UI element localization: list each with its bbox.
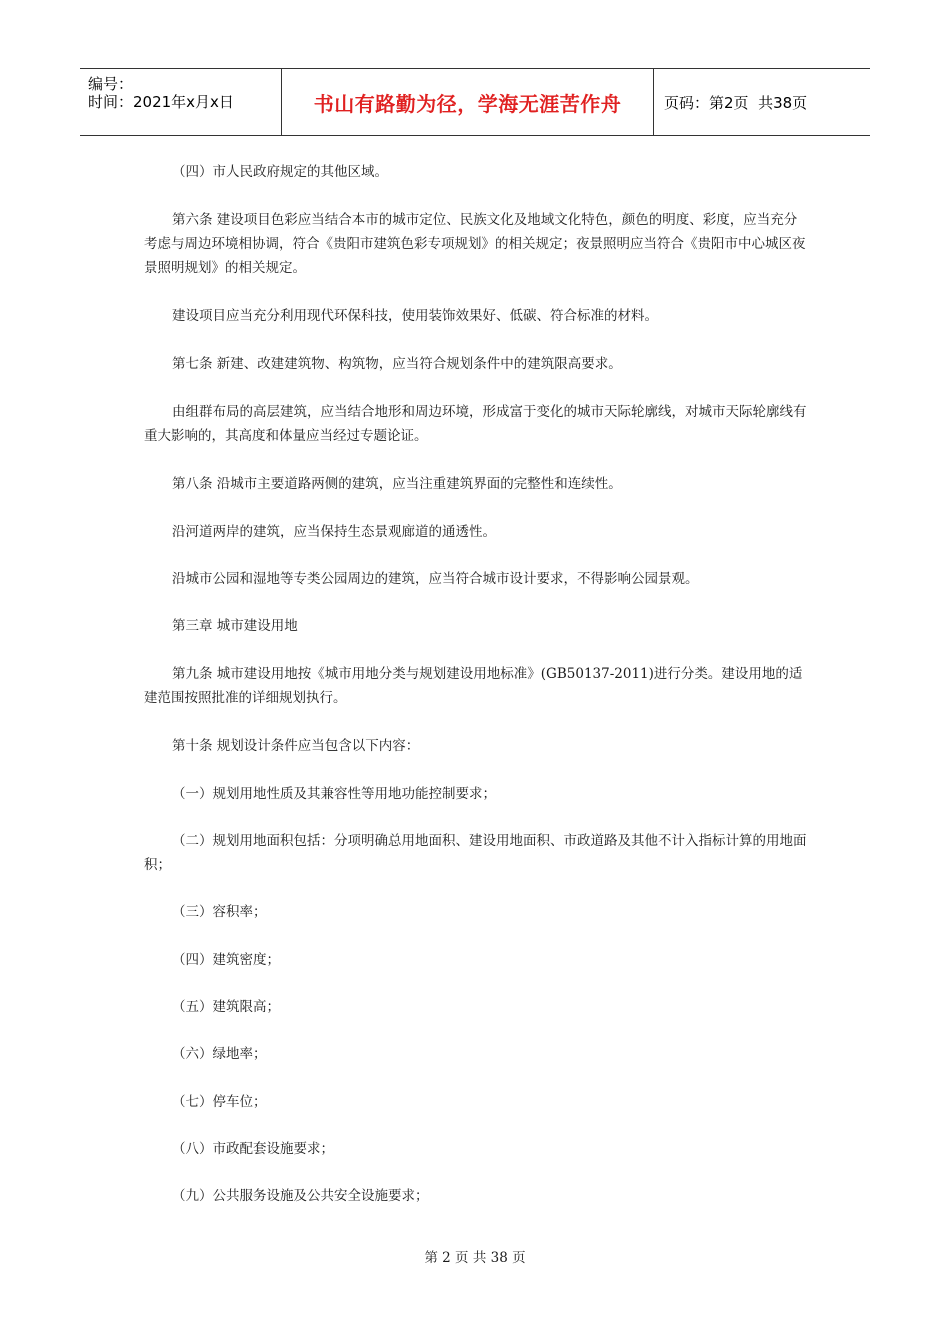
paragraph: 第十条 规划设计条件应当包含以下内容： <box>172 738 420 754</box>
list-item: （五）建筑限高； <box>172 999 280 1015</box>
paragraph: 第七条 新建、改建建筑物、构筑物，应当符合规划条件中的建筑限高要求。 <box>172 356 622 372</box>
header-meta <box>80 69 282 135</box>
paragraph: 沿城市公园和湿地等专类公园周边的建筑，应当符合城市设计要求，不得影响公园景观。 <box>172 571 699 587</box>
list-item: （二）规划用地面积包括：分项明确总用地面积、建设用地面积、市政道路及其他不计入指标计算的用地面积； <box>144 833 807 873</box>
paragraph: 沿河道两岸的建筑，应当保持生态景观廊道的通透性。 <box>172 524 496 540</box>
paragraph: 由组群布局的高层建筑，应当结合地形和周边环境，形成富于变化的城市天际轮廓线，对城市天际轮廓线有重大影响的，其高度和体量应当经过专题论证。 <box>144 404 807 444</box>
list-item: （一）规划用地性质及其兼容性等用地功能控制要求； <box>172 786 496 802</box>
document-date-label: 时间：2021年x月x日 <box>88 93 234 111</box>
list-item: （七）停车位； <box>172 1094 267 1110</box>
list-item: （九）公共服务设施及公共安全设施要求； <box>172 1188 429 1204</box>
chapter-heading: 第三章 城市建设用地 <box>172 618 298 634</box>
list-item: （八）市政配套设施要求； <box>172 1141 334 1157</box>
list-item: （六）绿地率； <box>172 1046 267 1062</box>
paragraph: 第八条 沿城市主要道路两侧的建筑，应当注重建筑界面的完整性和连续性。 <box>172 476 622 492</box>
page-header <box>80 68 870 136</box>
paragraph: 建设项目应当充分利用现代环保科技，使用装饰效果好、低碳、符合标准的材料。 <box>172 308 658 324</box>
header-motto: 书山有路勤为径，学海无涯苦作舟 <box>282 69 654 135</box>
paragraph: 第九条 城市建设用地按《城市用地分类与规划建设用地标准》(GB50137-2011)进行分类。建设用地的适建范围按照批准的详细规划执行。 <box>144 666 803 706</box>
header-page-info: 页码：第2页 共38页 <box>664 93 808 112</box>
list-item: （四）建筑密度； <box>172 952 280 968</box>
document-code-label: 编号： <box>88 75 134 93</box>
page-footer: 第 2 页 共 38 页 <box>424 1250 526 1266</box>
paragraph: 第六条 建设项目色彩应当结合本市的城市定位、民族文化及地域文化特色，颜色的明度、彩度，应当充分考虑与周边环境相协调，符合《贵阳市建筑色彩专项规划》的相关规定；夜景照明应当符合《贵阳市中心城区夜景照明规划》的相关规定。 <box>144 212 806 276</box>
list-item: （三）容积率； <box>172 904 267 920</box>
paragraph: （四）市人民政府规定的其他区域。 <box>172 164 388 180</box>
